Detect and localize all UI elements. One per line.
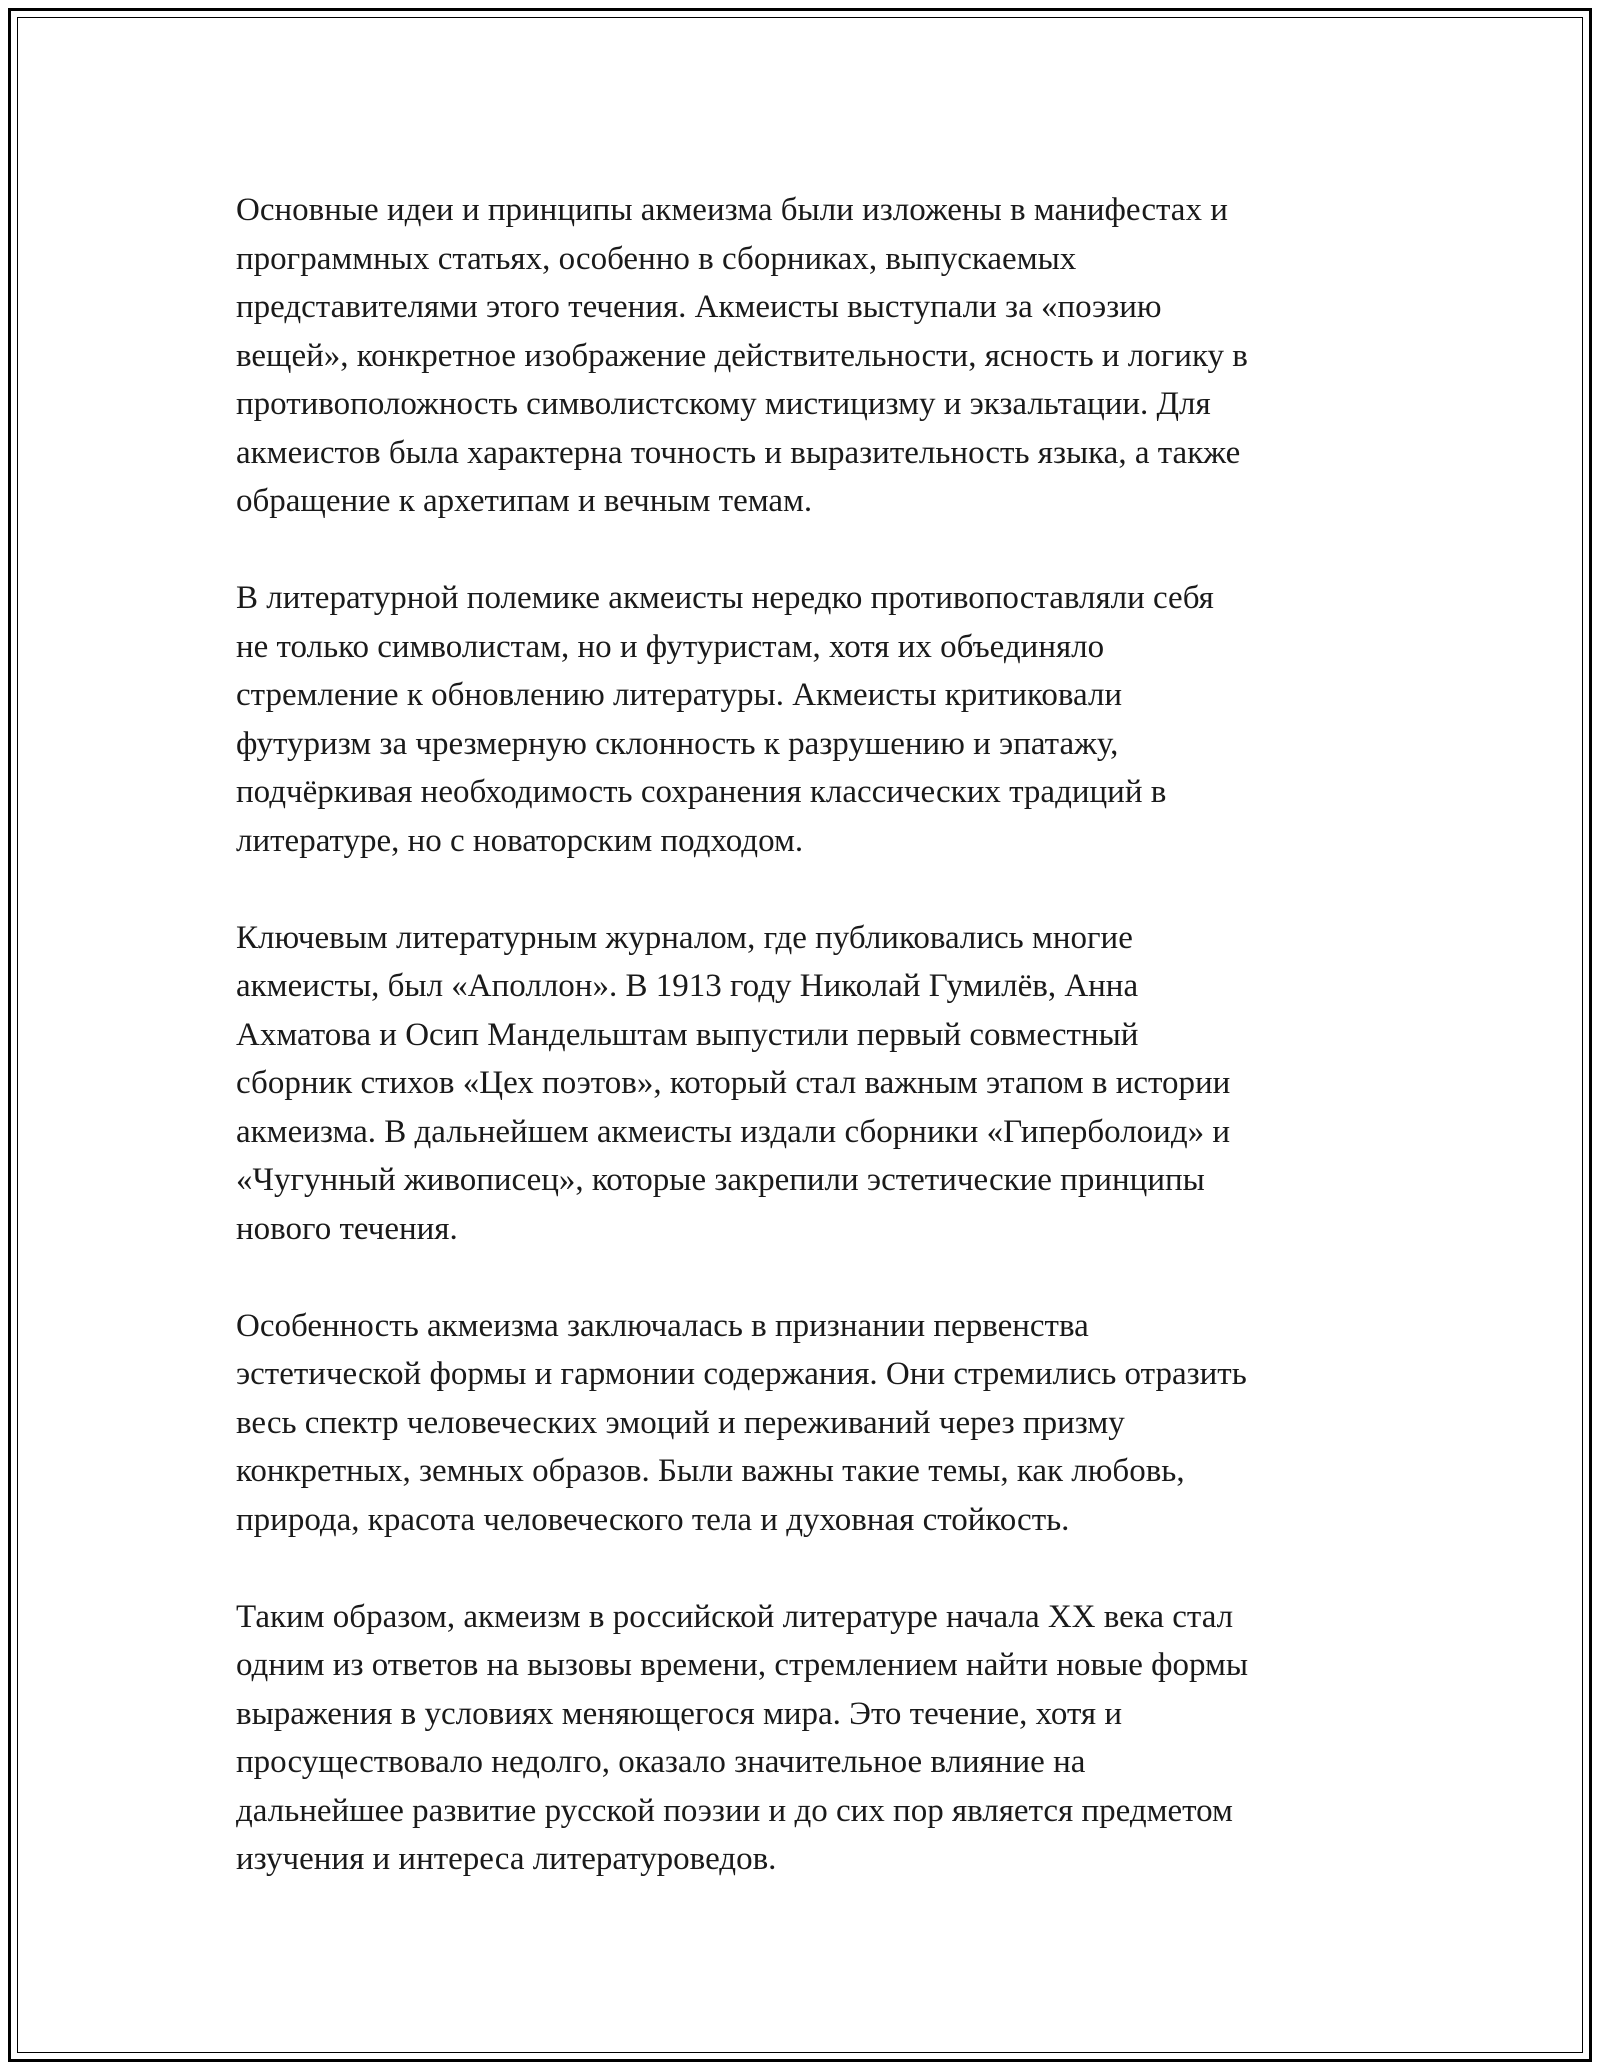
text-line: природа, красота человеческого тела и духовная стойкость. <box>236 1501 1070 1538</box>
text-line: Ключевым литературным журналом, где публиковались многие <box>236 919 1133 956</box>
text-line: акмеисты, был «Аполлон». В 1913 году Николай Гумилёв, Анна <box>236 968 1139 1004</box>
text-line: «Чугунный живописец», которые закрепили эстетические принципы <box>236 1162 1205 1198</box>
text-line: весь спектр человеческих эмоций и переживаний через призму <box>236 1404 1125 1441</box>
text-line: не только символистам, но и футуристам, хотя их объединяло <box>236 628 1105 665</box>
text-line: Основные идеи и принципы акмеизма были изложены в манифестах и <box>236 192 1228 228</box>
paragraph-5 <box>236 1593 1386 1884</box>
text-line: вещей», конкретное изображение действительности, ясность и логику в <box>236 337 1248 374</box>
text-line: акмеизма. В дальнейшем акмеисты издали сборники «Гиперболоид» и <box>236 1113 1231 1150</box>
text-line: просуществовало недолго, оказало значительное влияние на <box>236 1744 1086 1780</box>
text-line: Таким образом, акмеизм в российской литературе начала XX века стал <box>236 1598 1234 1635</box>
text-line: Ахматова и Осип Мандельштам выпустили первый совместный <box>236 1016 1139 1053</box>
text-line: изучения и интереса литературоведов. <box>236 1841 777 1877</box>
text-line: эстетической формы и гармонии содержания. Они стремились отразить <box>236 1356 1247 1392</box>
text-line: выражения в условиях меняющегося мира. Это течение, хотя и <box>236 1695 1123 1732</box>
text-line: программных статьях, особенно в сборниках, выпускаемых <box>236 240 1077 277</box>
paragraph-3 <box>236 914 1386 1254</box>
text-line: футуризм за чрезмерную склонность к разрушению и эпатажу, <box>236 725 1119 762</box>
text-line: Особенность акмеизма заключалась в признании первенства <box>236 1307 1089 1344</box>
text-line: противоположность символистскому мистицизму и экзальтации. Для <box>236 386 1211 422</box>
text-line: конкретных, земных образов. Были важны такие темы, как любовь, <box>236 1453 1185 1489</box>
text-line: стремление к обновлению литературы. Акмеисты критиковали <box>236 677 1123 713</box>
text-line: дальнейшее развитие русской поэзии и до сих пор является предметом <box>236 1792 1233 1829</box>
text-line: В литературной полемике акмеисты нередко противопоставляли себя <box>236 580 1214 616</box>
text-line: одним из ответов на вызовы времени, стремлением найти новые формы <box>236 1647 1249 1683</box>
text-line: представителями этого течения. Акмеисты выступали за «поэзию <box>236 289 1162 325</box>
text-line: нового течения. <box>236 1210 458 1247</box>
text-line: сборник стихов «Цех поэтов», который стал важным этапом в истории <box>236 1065 1231 1101</box>
text-line: обращение к архетипам и вечным темам. <box>236 483 813 519</box>
paragraph-4 <box>236 1302 1386 1545</box>
text-line: акмеистов была характерна точность и выразительность языка, а также <box>236 434 1241 471</box>
text-line: литературе, но с новаторским подходом. <box>236 822 804 859</box>
paragraph-1 <box>236 186 1386 526</box>
paragraph-2 <box>236 574 1386 865</box>
text-line: подчёркивая необходимость сохранения классических традиций в <box>236 774 1167 810</box>
document-body <box>236 186 1386 1932</box>
